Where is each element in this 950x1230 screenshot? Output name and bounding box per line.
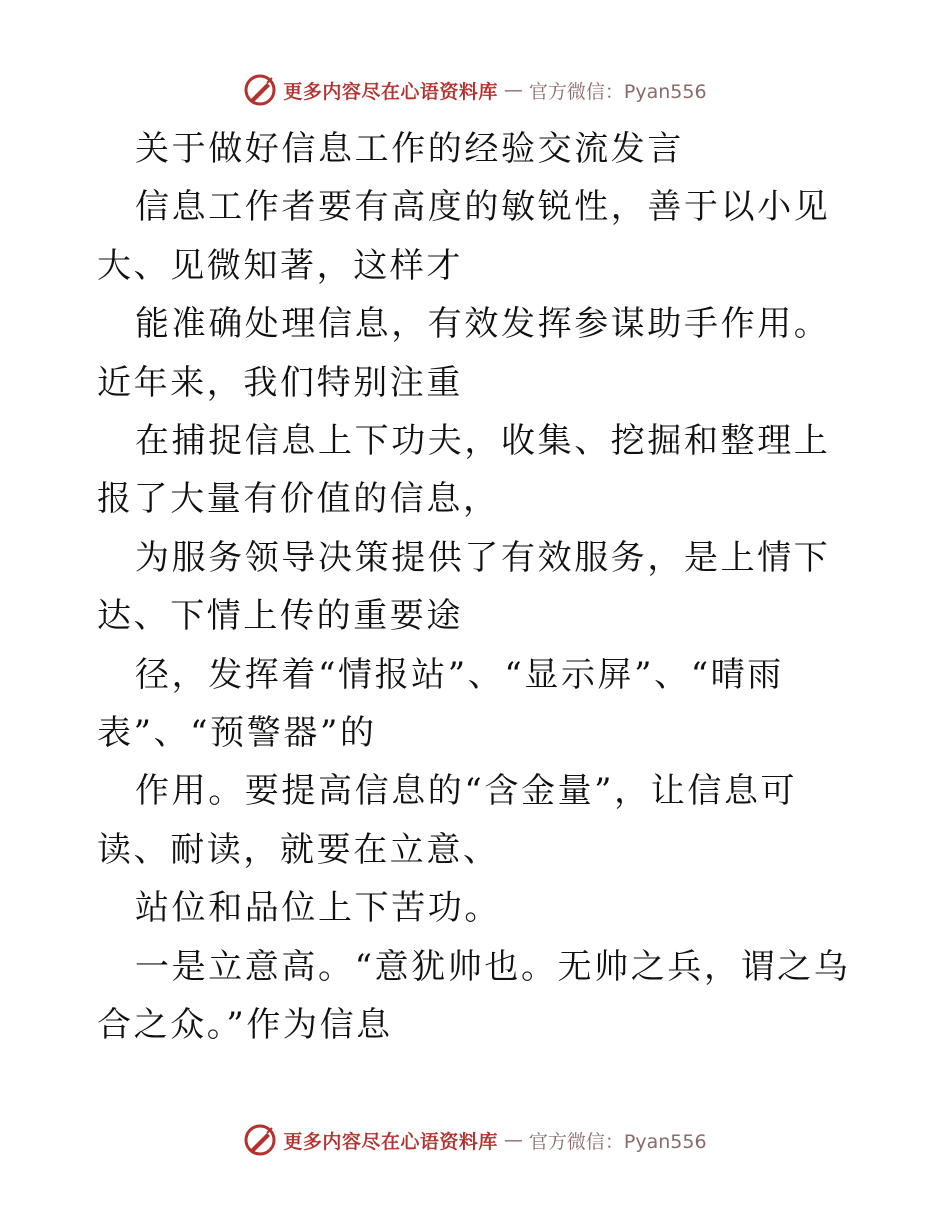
footer-banner (0, 1120, 950, 1160)
banner-dash: — (503, 1129, 523, 1151)
banner-dash: — (503, 79, 523, 101)
document-body (97, 120, 857, 1055)
document-title: 关于做好信息工作的经验交流发言 (135, 129, 684, 169)
banner-wechat-text: 官方微信：Pyan556 (528, 80, 707, 103)
quill-pen-logo-icon (243, 73, 277, 107)
paragraph: 作用。要提高信息的“含金量”，让信息可读、耐读，就要在立意、 (97, 771, 798, 870)
paragraph: 在捕捉信息上下功夫，收集、挖掘和整理上报了大量有价值的信息， (97, 421, 831, 520)
paragraph: 站位和品位上下苦功。 (135, 888, 501, 929)
header-banner (0, 70, 950, 110)
paragraph: 能准确处理信息，有效发挥参谋助手作用。近年来，我们特别注重 (97, 304, 831, 403)
quill-pen-logo-icon (243, 1123, 277, 1157)
paragraph: 信息工作者要有高度的敏锐性，善于以小见大、见微知著，这样才 (97, 187, 831, 286)
banner-main-text: 更多内容尽在心语资料库 (283, 1130, 498, 1153)
banner-main-text: 更多内容尽在心语资料库 (283, 80, 498, 103)
paragraph: 一是立意高。“意犹帅也。无帅之兵，谓之乌合之众。”作为信息 (97, 946, 851, 1046)
paragraph: 径，发挥着“情报站”、“显示屏”、“晴雨表”、“预警器”的 (97, 654, 784, 754)
paragraph: 为服务领导决策提供了有效服务，是上情下达、下情上传的重要途 (97, 537, 831, 637)
banner-wechat-text: 官方微信：Pyan556 (528, 1130, 707, 1153)
